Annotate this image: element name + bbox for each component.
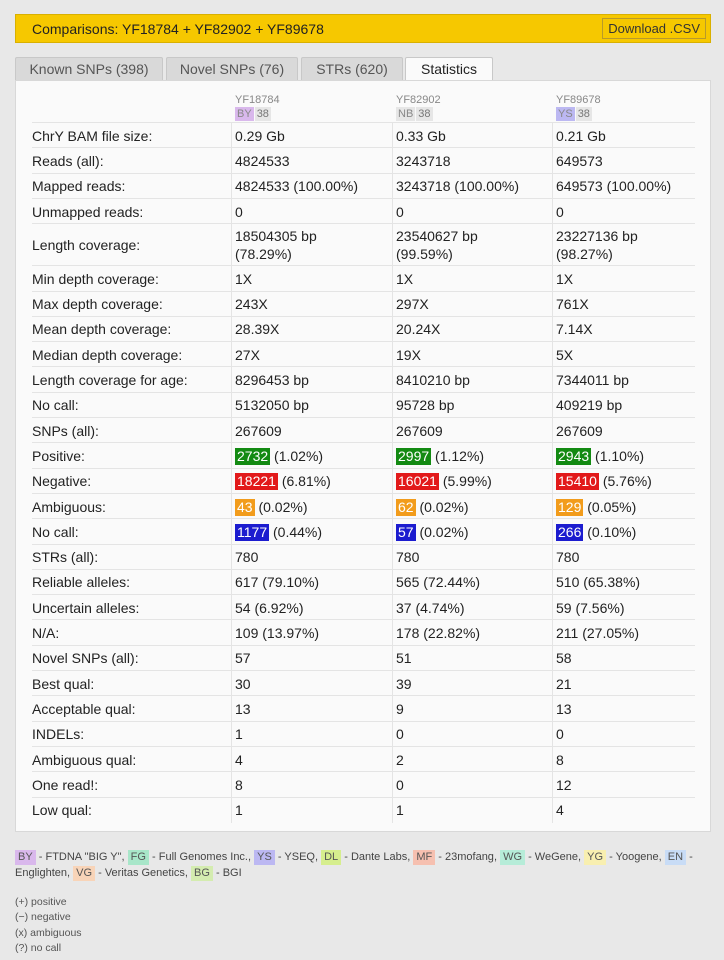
stat-value: 7.14X xyxy=(556,321,593,338)
vendor-name: Full Genomes Inc. xyxy=(158,851,248,863)
stat-value: 4824533 xyxy=(235,152,290,169)
stat-value: 9 xyxy=(396,700,404,717)
column-divider xyxy=(552,519,553,544)
count-badge: 2732 xyxy=(237,447,269,464)
stat-row xyxy=(32,746,695,772)
column-divider xyxy=(231,494,232,519)
column-divider xyxy=(552,620,553,645)
stat-value: 57 xyxy=(235,650,251,667)
column-divider xyxy=(231,174,232,199)
stat-value: 409219 bp xyxy=(556,397,623,414)
stat-value: 8410210 bp xyxy=(396,372,470,389)
stat-value xyxy=(396,523,469,541)
column-divider xyxy=(552,224,553,266)
column-divider xyxy=(231,393,232,418)
stat-value: 8296453 bp xyxy=(235,372,309,389)
stat-row xyxy=(32,569,695,595)
stat-row xyxy=(32,670,695,696)
stat-value: 51 xyxy=(396,650,412,667)
stat-value: 0 xyxy=(396,726,404,743)
column-divider xyxy=(392,199,393,224)
column-divider xyxy=(231,696,232,721)
column-divider xyxy=(392,545,393,570)
column-divider xyxy=(392,266,393,291)
stat-row xyxy=(32,619,695,645)
stat-value: 178 (22.82%) xyxy=(396,625,481,642)
stat-row xyxy=(32,198,695,224)
stat-row xyxy=(32,518,695,544)
stat-row xyxy=(32,771,695,797)
column-divider xyxy=(392,519,393,544)
stat-value: 780 xyxy=(556,549,580,566)
stat-label: Unmapped reads: xyxy=(32,203,144,220)
stat-row xyxy=(32,392,695,418)
stat-value: 54 (6.92%) xyxy=(235,599,304,616)
percent-text: (0.44%) xyxy=(269,523,323,540)
stat-label: No call: xyxy=(32,523,79,540)
percent-text: (0.02%) xyxy=(415,523,469,540)
stat-value: 13 xyxy=(556,700,572,717)
tab-novel-snps[interactable]: Novel SNPs (76) xyxy=(166,57,298,80)
comparison-title: Comparisons: YF18784 + YF82902 + YF89678 xyxy=(32,21,324,37)
tab-known-snps[interactable]: Known SNPs (398) xyxy=(15,57,163,80)
vendor-code-tag: FG xyxy=(128,850,149,865)
stat-row xyxy=(32,291,695,317)
stat-label: Ambiguous: xyxy=(32,498,106,515)
stat-value: 267609 xyxy=(396,422,443,439)
column-divider xyxy=(392,772,393,797)
stat-value: 2 xyxy=(396,751,404,768)
column-divider xyxy=(231,620,232,645)
column-divider xyxy=(231,266,232,291)
stat-value xyxy=(235,498,308,516)
column-divider xyxy=(552,671,553,696)
column-divider xyxy=(392,798,393,823)
vendor-name: Yoogene xyxy=(615,851,659,863)
column-divider xyxy=(392,722,393,747)
column-divider xyxy=(392,367,393,392)
stat-row xyxy=(32,594,695,620)
column-divider xyxy=(552,646,553,671)
column-divider xyxy=(231,722,232,747)
value-line: (78.29%) xyxy=(235,246,292,263)
stat-label: Ambiguous qual: xyxy=(32,751,137,768)
percent-text: (6.81%) xyxy=(277,473,331,490)
vendor-tag: YS xyxy=(558,108,573,120)
column-divider xyxy=(392,148,393,173)
stat-label: Length coverage for age: xyxy=(32,372,188,389)
stat-label: Uncertain alleles: xyxy=(32,599,140,616)
stat-value xyxy=(396,498,469,516)
stat-value: 780 xyxy=(396,549,420,566)
count-badge: 43 xyxy=(237,498,253,515)
stat-value: 649573 xyxy=(556,152,603,169)
stat-value xyxy=(556,472,652,490)
stat-row xyxy=(32,366,695,392)
stat-value: 3243718 xyxy=(396,152,451,169)
vendor-name: FTDNA "BIG Y" xyxy=(45,851,122,863)
stat-row xyxy=(32,341,695,367)
column-divider xyxy=(231,646,232,671)
tab-statistics[interactable]: Statistics xyxy=(405,57,493,81)
column-divider xyxy=(392,393,393,418)
stat-value: 4 xyxy=(235,751,243,768)
stat-value: 4824533 (100.00%) xyxy=(235,178,358,195)
value-line: (98.27%) xyxy=(556,246,613,263)
stat-value: 1 xyxy=(235,726,243,743)
stat-value xyxy=(235,447,323,465)
count-badge: 1177 xyxy=(237,523,268,540)
stat-value: 109 (13.97%) xyxy=(235,625,320,642)
stat-row xyxy=(32,223,695,266)
column-divider xyxy=(392,671,393,696)
stat-label: Best qual: xyxy=(32,675,95,692)
column-divider xyxy=(231,519,232,544)
count-badge: 57 xyxy=(398,523,414,540)
vendor-code-tag: MF xyxy=(413,850,435,865)
vendor-code-tag: DL xyxy=(321,850,341,865)
count-badge: 62 xyxy=(398,498,414,515)
column-divider xyxy=(552,266,553,291)
stat-row xyxy=(32,695,695,721)
kit-id: YF18784 xyxy=(235,94,280,106)
column-divider xyxy=(552,469,553,494)
column-divider xyxy=(552,798,553,823)
stat-value: 617 (79.10%) xyxy=(235,574,320,591)
stat-value: 39 xyxy=(396,675,412,692)
column-divider xyxy=(552,367,553,392)
comparison-header-bar xyxy=(15,14,711,43)
value-line: (99.59%) xyxy=(396,246,453,263)
column-divider xyxy=(552,595,553,620)
stat-row xyxy=(32,468,695,494)
stat-row xyxy=(32,417,695,443)
stat-value xyxy=(235,227,317,263)
stat-value xyxy=(556,498,636,516)
column-divider xyxy=(231,595,232,620)
stat-value: 0.33 Gb xyxy=(396,127,446,144)
stat-row xyxy=(32,173,695,199)
vendor-code-tag: BY xyxy=(15,850,36,865)
column-divider xyxy=(231,443,232,468)
stat-value: 267609 xyxy=(235,422,282,439)
count-badge: 2997 xyxy=(398,447,430,464)
percent-text: (1.02%) xyxy=(270,447,324,464)
percent-text: (1.10%) xyxy=(591,447,645,464)
column-divider xyxy=(231,367,232,392)
column-divider xyxy=(231,570,232,595)
call-note: (?) no call xyxy=(15,941,62,954)
count-badge: 2943 xyxy=(558,447,590,464)
column-header-2 xyxy=(396,93,441,121)
column-divider xyxy=(552,393,553,418)
value-line: 23227136 bp xyxy=(556,228,638,245)
column-divider xyxy=(231,292,232,317)
stat-value: 649573 (100.00%) xyxy=(556,178,672,195)
vendor-code-tag: YS xyxy=(254,850,275,865)
column-divider xyxy=(392,224,393,266)
percent-text: (0.02%) xyxy=(415,498,469,515)
column-divider xyxy=(231,317,232,342)
vendor-name: BGI xyxy=(222,867,242,879)
percent-text: (0.10%) xyxy=(583,523,637,540)
vendor-code-tag: YG xyxy=(584,850,606,865)
stat-label: Mean depth coverage: xyxy=(32,321,172,338)
percent-text: (0.05%) xyxy=(583,498,637,515)
stat-value: 27X xyxy=(235,346,260,363)
column-divider xyxy=(231,798,232,823)
stat-value: 28.39X xyxy=(235,321,280,338)
stat-label: One read!: xyxy=(32,776,99,793)
stat-value: 780 xyxy=(235,549,259,566)
stat-label: Positive: xyxy=(32,447,85,464)
stat-value: 5X xyxy=(556,346,574,363)
stat-value: 59 (7.56%) xyxy=(556,599,625,616)
stat-row xyxy=(32,721,695,747)
vendor-legend: BY - FTDNA "BIG Y", FG - Full Genomes Inc., YS - YSEQ, DL - Dante Labs, MF - 23mofang, WG - WeGene, YG - Yoogene, EN - Englighten, VG - Veritas Genetics, BG - BGI xyxy=(15,851,693,879)
stat-value: 0 xyxy=(235,203,243,220)
vendor-tag: NB xyxy=(398,108,414,120)
value-line: 18504305 bp xyxy=(235,228,317,245)
count-badge: 15410 xyxy=(558,473,597,490)
column-header-3 xyxy=(556,93,601,121)
vendor-name: Veritas Genetics xyxy=(104,867,185,879)
vendor-code-tag: EN xyxy=(665,850,686,865)
percent-text: (5.99%) xyxy=(438,473,492,490)
column-divider xyxy=(552,772,553,797)
kit-id: YF89678 xyxy=(556,94,601,106)
column-divider xyxy=(231,148,232,173)
column-divider xyxy=(552,443,553,468)
stat-value: 4 xyxy=(556,802,564,819)
column-divider xyxy=(552,418,553,443)
stat-value xyxy=(396,447,484,465)
reference-tag: 38 xyxy=(256,108,269,120)
stat-value: 0 xyxy=(396,203,404,220)
stat-value xyxy=(556,523,636,541)
percent-text: (1.12%) xyxy=(431,447,485,464)
stat-label: INDELs: xyxy=(32,726,85,743)
vendor-name: Dante Labs xyxy=(350,851,408,863)
column-divider xyxy=(392,494,393,519)
stat-value: 1X xyxy=(556,270,574,287)
count-badge: 16021 xyxy=(398,473,437,490)
stat-label: Median depth coverage: xyxy=(32,346,183,363)
vendor-name: YSEQ xyxy=(284,851,315,863)
stat-value: 37 (4.74%) xyxy=(396,599,465,616)
stat-label: Mapped reads: xyxy=(32,178,126,195)
stat-value: 5132050 bp xyxy=(235,397,309,414)
reference-tag: 38 xyxy=(418,108,431,120)
stat-value: 13 xyxy=(235,700,251,717)
column-divider xyxy=(552,174,553,199)
stat-value: 565 (72.44%) xyxy=(396,574,481,591)
column-divider xyxy=(231,469,232,494)
stat-row xyxy=(32,265,695,291)
stat-value xyxy=(396,472,492,490)
stat-value: 761X xyxy=(556,296,589,313)
column-divider xyxy=(231,342,232,367)
percent-text: (0.02%) xyxy=(254,498,308,515)
column-divider xyxy=(392,646,393,671)
vendor-name: 23mofang xyxy=(445,851,494,863)
column-divider xyxy=(392,570,393,595)
download-csv-button[interactable]: Download .CSV xyxy=(602,18,706,39)
stat-label: ChrY BAM file size: xyxy=(32,127,153,144)
column-header-1 xyxy=(235,93,280,121)
column-divider xyxy=(552,747,553,772)
stat-label: Negative: xyxy=(32,473,92,490)
column-divider xyxy=(231,123,232,148)
stat-label: Max depth coverage: xyxy=(32,296,163,313)
column-divider xyxy=(392,317,393,342)
stat-label: Reliable alleles: xyxy=(32,574,131,591)
stat-value xyxy=(396,227,478,263)
stat-value: 58 xyxy=(556,650,572,667)
stat-value: 19X xyxy=(396,346,421,363)
column-divider xyxy=(392,595,393,620)
vendor-code-tag: WG xyxy=(500,850,525,865)
column-divider xyxy=(552,570,553,595)
stat-value: 267609 xyxy=(556,422,603,439)
vendor-tag: BY xyxy=(237,108,252,120)
column-divider xyxy=(392,292,393,317)
stat-value: 211 (27.05%) xyxy=(556,625,640,642)
call-note: (x) ambiguous xyxy=(15,926,82,939)
column-divider xyxy=(552,292,553,317)
stat-label: Acceptable qual: xyxy=(32,700,136,717)
stat-row xyxy=(32,645,695,671)
column-divider xyxy=(552,494,553,519)
stat-value: 8 xyxy=(235,776,243,793)
column-divider xyxy=(392,443,393,468)
vendor-name: WeGene xyxy=(534,851,579,863)
column-divider xyxy=(231,772,232,797)
stat-label: Low qual: xyxy=(32,802,92,819)
column-divider xyxy=(552,317,553,342)
column-divider xyxy=(231,224,232,266)
stat-value: 0 xyxy=(556,726,564,743)
stat-row xyxy=(32,147,695,173)
column-divider xyxy=(552,696,553,721)
stat-label: STRs (all): xyxy=(32,549,99,566)
column-divider xyxy=(392,620,393,645)
stat-value: 1X xyxy=(235,270,253,287)
column-divider xyxy=(552,199,553,224)
stat-value: 1X xyxy=(396,270,414,287)
count-badge: 129 xyxy=(558,498,582,515)
column-divider xyxy=(392,418,393,443)
column-divider xyxy=(392,747,393,772)
column-divider xyxy=(231,199,232,224)
stat-value: 0.21 Gb xyxy=(556,127,606,144)
stat-value: 1 xyxy=(235,802,243,819)
stat-value: 7344011 bp xyxy=(556,372,629,389)
column-divider xyxy=(392,696,393,721)
stat-label: SNPs (all): xyxy=(32,422,99,439)
stat-label: Novel SNPs (all): xyxy=(32,650,139,667)
stat-row xyxy=(32,442,695,468)
column-divider xyxy=(552,342,553,367)
stat-label: Length coverage: xyxy=(32,237,141,254)
call-notes xyxy=(15,895,82,956)
stat-value: 297X xyxy=(396,296,429,313)
stat-value: 243X xyxy=(235,296,268,313)
stat-value: 0 xyxy=(556,203,564,220)
stat-value: 95728 bp xyxy=(396,397,455,414)
column-divider xyxy=(392,342,393,367)
column-divider xyxy=(231,418,232,443)
call-note: (+) positive xyxy=(15,896,67,908)
stat-label: No call: xyxy=(32,397,79,414)
vendor-name: Englighten xyxy=(15,867,67,879)
call-note: (−) negative xyxy=(15,911,71,924)
stat-value: 20.24X xyxy=(396,321,441,338)
stat-value xyxy=(556,447,644,465)
stat-value: 30 xyxy=(235,675,251,692)
stat-row xyxy=(32,797,695,823)
stat-row xyxy=(32,493,695,519)
value-line: 23540627 bp xyxy=(396,228,478,245)
stat-label: N/A: xyxy=(32,625,60,642)
column-divider xyxy=(392,469,393,494)
stat-value: 8 xyxy=(556,751,564,768)
stat-value: 1 xyxy=(396,802,404,819)
stat-value xyxy=(556,227,638,263)
stat-row xyxy=(32,544,695,570)
column-divider xyxy=(231,671,232,696)
stat-value xyxy=(235,523,322,541)
stat-row xyxy=(32,316,695,342)
percent-text: (5.76%) xyxy=(598,473,652,490)
column-divider xyxy=(552,545,553,570)
column-divider xyxy=(392,123,393,148)
column-divider xyxy=(552,722,553,747)
count-badge: 266 xyxy=(558,523,582,540)
stat-value: 510 (65.38%) xyxy=(556,574,641,591)
stat-value: 0 xyxy=(396,776,404,793)
column-divider xyxy=(231,747,232,772)
statistics-panel xyxy=(15,80,711,832)
kit-id: YF82902 xyxy=(396,94,441,106)
column-divider xyxy=(552,148,553,173)
stat-value: 12 xyxy=(556,776,572,793)
reference-tag: 38 xyxy=(577,108,590,120)
stat-row xyxy=(32,122,695,148)
column-divider xyxy=(552,123,553,148)
stat-value xyxy=(235,472,331,490)
stat-label: Min depth coverage: xyxy=(32,270,159,287)
stat-value: 3243718 (100.00%) xyxy=(396,178,519,195)
count-badge: 18221 xyxy=(237,473,276,490)
vendor-code-tag: VG xyxy=(73,866,95,881)
stat-value: 21 xyxy=(556,675,572,692)
tab-strs[interactable]: STRs (620) xyxy=(301,57,403,80)
column-divider xyxy=(392,174,393,199)
stat-label: Reads (all): xyxy=(32,152,104,169)
stat-value: 0.29 Gb xyxy=(235,127,285,144)
vendor-code-tag: BG xyxy=(191,866,213,881)
column-divider xyxy=(231,545,232,570)
